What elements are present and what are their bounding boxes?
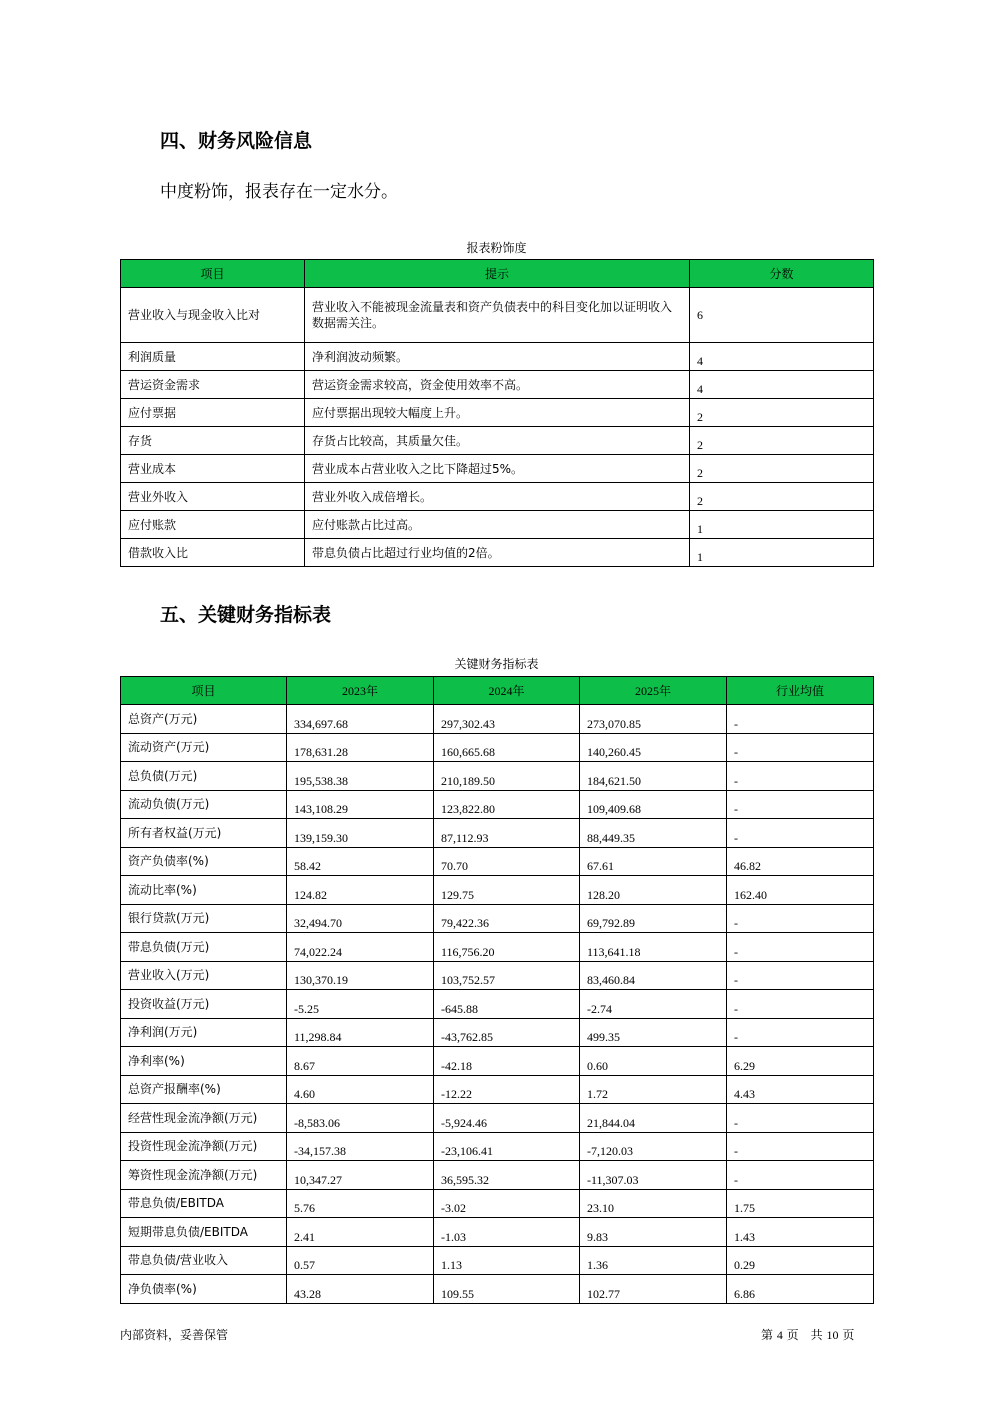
table-row: [121, 1075, 874, 1104]
cell-hint: 营业外收入成倍增长。: [305, 483, 690, 511]
cell-industry-avg: 4.43: [727, 1075, 874, 1104]
cell-score: 2: [690, 399, 874, 427]
cell-item: 营业成本: [121, 455, 305, 483]
cell-2024: -12.22: [434, 1075, 580, 1104]
cell-item: 借款收入比: [121, 539, 305, 567]
cell-2025: 128.20: [580, 876, 727, 905]
cell-industry-avg: 6.29: [727, 1047, 874, 1076]
cell-score: 6: [690, 288, 874, 343]
cell-item: 应付账款: [121, 511, 305, 539]
cell-2025: 83,460.84: [580, 961, 727, 990]
cell-industry-avg: -: [727, 1132, 874, 1161]
page-suffix: 页: [842, 1328, 855, 1342]
cell-item: 带息负债/营业收入: [121, 1246, 287, 1275]
cell-2023: 4.60: [287, 1075, 434, 1104]
cell-hint: 应付账款占比过高。: [305, 511, 690, 539]
cell-item: 营业收入与现金收入比对: [121, 288, 305, 343]
cell-2024: 210,189.50: [434, 762, 580, 791]
cell-2025: 113,641.18: [580, 933, 727, 962]
cell-industry-avg: 46.82: [727, 847, 874, 876]
cell-item: 存货: [121, 427, 305, 455]
cell-2023: 2.41: [287, 1218, 434, 1247]
cell-2023: 58.42: [287, 847, 434, 876]
cell-hint: 净利润波动频繁。: [305, 343, 690, 371]
cell-industry-avg: -: [727, 1018, 874, 1047]
cell-2024: 129.75: [434, 876, 580, 905]
cell-2024: 123,822.80: [434, 790, 580, 819]
cell-industry-avg: -: [727, 904, 874, 933]
header-hint: 提示: [305, 260, 690, 288]
cell-hint: 营运资金需求较高，资金使用效率不高。: [305, 371, 690, 399]
cell-2025: -11,307.03: [580, 1161, 727, 1190]
table-row: [121, 1246, 874, 1275]
cell-2024: -3.02: [434, 1189, 580, 1218]
table-row: [121, 1104, 874, 1133]
cell-item: 总资产(万元): [121, 705, 287, 734]
table-row: [121, 790, 874, 819]
footer-confidential: 内部资料，妥善保管: [120, 1328, 229, 1342]
cell-2025: 69,792.89: [580, 904, 727, 933]
cell-item: 利润质量: [121, 343, 305, 371]
cell-2023: 130,370.19: [287, 961, 434, 990]
cell-2025: 88,449.35: [580, 819, 727, 848]
cell-2023: 124.82: [287, 876, 434, 905]
cell-item: 营运资金需求: [121, 371, 305, 399]
cell-industry-avg: -: [727, 1161, 874, 1190]
cell-hint: 营业收入不能被现金流量表和资产负债表中的科目变化加以证明收入数据需关注。: [305, 288, 690, 343]
cell-industry-avg: 1.43: [727, 1218, 874, 1247]
cell-item: 营业外收入: [121, 483, 305, 511]
cell-score: 4: [690, 343, 874, 371]
cell-2025: 184,621.50: [580, 762, 727, 791]
cell-item: 总负债(万元): [121, 762, 287, 791]
header-industry-avg: 行业均值: [727, 677, 874, 705]
table-row: [121, 455, 874, 483]
indicators-table-body: [121, 705, 874, 1304]
cell-2024: 36,595.32: [434, 1161, 580, 1190]
cell-item: 带息负债(万元): [121, 933, 287, 962]
cell-item: 流动比率(%): [121, 876, 287, 905]
page-prefix: 第: [761, 1328, 774, 1342]
cell-2023: 10,347.27: [287, 1161, 434, 1190]
table-row: [121, 1132, 874, 1161]
cell-industry-avg: -: [727, 933, 874, 962]
cell-2023: 195,538.38: [287, 762, 434, 791]
table-header-row: [121, 677, 874, 705]
header-year-2023: 2023年: [287, 677, 434, 705]
cell-industry-avg: -: [727, 819, 874, 848]
cell-industry-avg: 1.75: [727, 1189, 874, 1218]
table-row: [121, 1161, 874, 1190]
cell-2025: 109,409.68: [580, 790, 727, 819]
table-row: [121, 371, 874, 399]
header-item: 项目: [121, 677, 287, 705]
cell-2024: 297,302.43: [434, 705, 580, 734]
cell-item: 资产负债率(%): [121, 847, 287, 876]
cell-2023: 143,108.29: [287, 790, 434, 819]
cell-industry-avg: 162.40: [727, 876, 874, 905]
cell-item: 投资性现金流净额(万元): [121, 1132, 287, 1161]
cell-industry-avg: -: [727, 990, 874, 1019]
cell-item: 所有者权益(万元): [121, 819, 287, 848]
table-row: [121, 1218, 874, 1247]
page-current: 4: [776, 1328, 783, 1342]
table-row: [121, 904, 874, 933]
page-total: 10: [826, 1328, 839, 1342]
table-caption-indicators: 关键财务指标表: [454, 657, 539, 671]
cell-2025: 273,070.85: [580, 705, 727, 734]
cell-2025: 1.36: [580, 1246, 727, 1275]
cell-score: 1: [690, 511, 874, 539]
cell-industry-avg: -: [727, 705, 874, 734]
cell-2025: 21,844.04: [580, 1104, 727, 1133]
cell-2025: 0.60: [580, 1047, 727, 1076]
cell-hint: 存货占比较高，其质量欠佳。: [305, 427, 690, 455]
cell-2024: -42.18: [434, 1047, 580, 1076]
cell-item: 净负债率(%): [121, 1275, 287, 1304]
cell-2024: 70.70: [434, 847, 580, 876]
cell-2024: -5,924.46: [434, 1104, 580, 1133]
header-item: 项目: [121, 260, 305, 288]
cell-2024: 79,422.36: [434, 904, 580, 933]
cell-item: 流动资产(万元): [121, 733, 287, 762]
table-row: [121, 511, 874, 539]
section5-heading: 五、关键财务指标表: [160, 604, 332, 626]
cell-2024: 160,665.68: [434, 733, 580, 762]
cell-2024: -645.88: [434, 990, 580, 1019]
cell-2023: 8.67: [287, 1047, 434, 1076]
table-row: [121, 876, 874, 905]
cell-score: 2: [690, 483, 874, 511]
cell-industry-avg: -: [727, 762, 874, 791]
cell-industry-avg: -: [727, 1104, 874, 1133]
cell-2025: 23.10: [580, 1189, 727, 1218]
cell-2024: 1.13: [434, 1246, 580, 1275]
cell-item: 投资收益(万元): [121, 990, 287, 1019]
cell-item: 短期带息负债/EBITDA: [121, 1218, 287, 1247]
table-row: [121, 733, 874, 762]
cell-industry-avg: -: [727, 790, 874, 819]
whitewash-table: [120, 259, 874, 567]
cell-2025: -2.74: [580, 990, 727, 1019]
cell-2023: 74,022.24: [287, 933, 434, 962]
cell-2023: 139,159.30: [287, 819, 434, 848]
cell-item: 带息负债/EBITDA: [121, 1189, 287, 1218]
cell-item: 经营性现金流净额(万元): [121, 1104, 287, 1133]
table-row: [121, 933, 874, 962]
cell-industry-avg: -: [727, 961, 874, 990]
cell-score: 1: [690, 539, 874, 567]
cell-2024: 109.55: [434, 1275, 580, 1304]
table-row: [121, 705, 874, 734]
cell-item: 银行贷款(万元): [121, 904, 287, 933]
table-row: [121, 343, 874, 371]
cell-score: 2: [690, 455, 874, 483]
cell-industry-avg: 6.86: [727, 1275, 874, 1304]
footer-page-number: [761, 1326, 854, 1343]
table-row: [121, 399, 874, 427]
table-row: [121, 961, 874, 990]
table-header-row: [121, 260, 874, 288]
cell-2025: 140,260.45: [580, 733, 727, 762]
cell-2024: 103,752.57: [434, 961, 580, 990]
cell-score: 4: [690, 371, 874, 399]
cell-2024: 116,756.20: [434, 933, 580, 962]
table-row: [121, 1047, 874, 1076]
table-row: [121, 762, 874, 791]
cell-2023: 334,697.68: [287, 705, 434, 734]
cell-2025: 499.35: [580, 1018, 727, 1047]
cell-2024: -1.03: [434, 1218, 580, 1247]
header-year-2024: 2024年: [434, 677, 580, 705]
table-row: [121, 1018, 874, 1047]
cell-2025: 1.72: [580, 1075, 727, 1104]
cell-industry-avg: 0.29: [727, 1246, 874, 1275]
cell-2023: -5.25: [287, 990, 434, 1019]
table-row: [121, 1189, 874, 1218]
table-caption-whitewash: 报表粉饰度: [466, 241, 527, 255]
header-year-2025: 2025年: [580, 677, 727, 705]
cell-hint: 营业成本占营业收入之比下降超过5%。: [305, 455, 690, 483]
cell-item: 应付票据: [121, 399, 305, 427]
table-row: [121, 1275, 874, 1304]
cell-item: 流动负债(万元): [121, 790, 287, 819]
cell-2023: 178,631.28: [287, 733, 434, 762]
page-mid: 页 共: [786, 1328, 823, 1342]
financial-indicators-table: [120, 676, 874, 1304]
cell-2025: 102.77: [580, 1275, 727, 1304]
cell-2023: 5.76: [287, 1189, 434, 1218]
cell-2023: 0.57: [287, 1246, 434, 1275]
cell-score: 2: [690, 427, 874, 455]
cell-industry-avg: -: [727, 733, 874, 762]
table-row: [121, 539, 874, 567]
cell-2025: -7,120.03: [580, 1132, 727, 1161]
table-row: [121, 819, 874, 848]
cell-item: 筹资性现金流净额(万元): [121, 1161, 287, 1190]
cell-2023: 43.28: [287, 1275, 434, 1304]
table-row: [121, 847, 874, 876]
cell-2024: -43,762.85: [434, 1018, 580, 1047]
table-row: [121, 288, 874, 343]
cell-2023: -8,583.06: [287, 1104, 434, 1133]
table-row: [121, 990, 874, 1019]
cell-2023: -34,157.38: [287, 1132, 434, 1161]
cell-item: 净利润(万元): [121, 1018, 287, 1047]
header-score: 分数: [690, 260, 874, 288]
cell-item: 净利率(%): [121, 1047, 287, 1076]
cell-hint: 应付票据出现较大幅度上升。: [305, 399, 690, 427]
cell-item: 总资产报酬率(%): [121, 1075, 287, 1104]
table-row: [121, 427, 874, 455]
cell-2025: 67.61: [580, 847, 727, 876]
cell-2025: 9.83: [580, 1218, 727, 1247]
cell-2024: -23,106.41: [434, 1132, 580, 1161]
cell-2023: 11,298.84: [287, 1018, 434, 1047]
table-row: [121, 483, 874, 511]
cell-2024: 87,112.93: [434, 819, 580, 848]
section4-summary: 中度粉饰，报表存在一定水分。: [160, 182, 398, 202]
cell-hint: 带息负债占比超过行业均值的2倍。: [305, 539, 690, 567]
cell-2023: 32,494.70: [287, 904, 434, 933]
section4-heading: 四、财务风险信息: [160, 130, 313, 152]
cell-item: 营业收入(万元): [121, 961, 287, 990]
